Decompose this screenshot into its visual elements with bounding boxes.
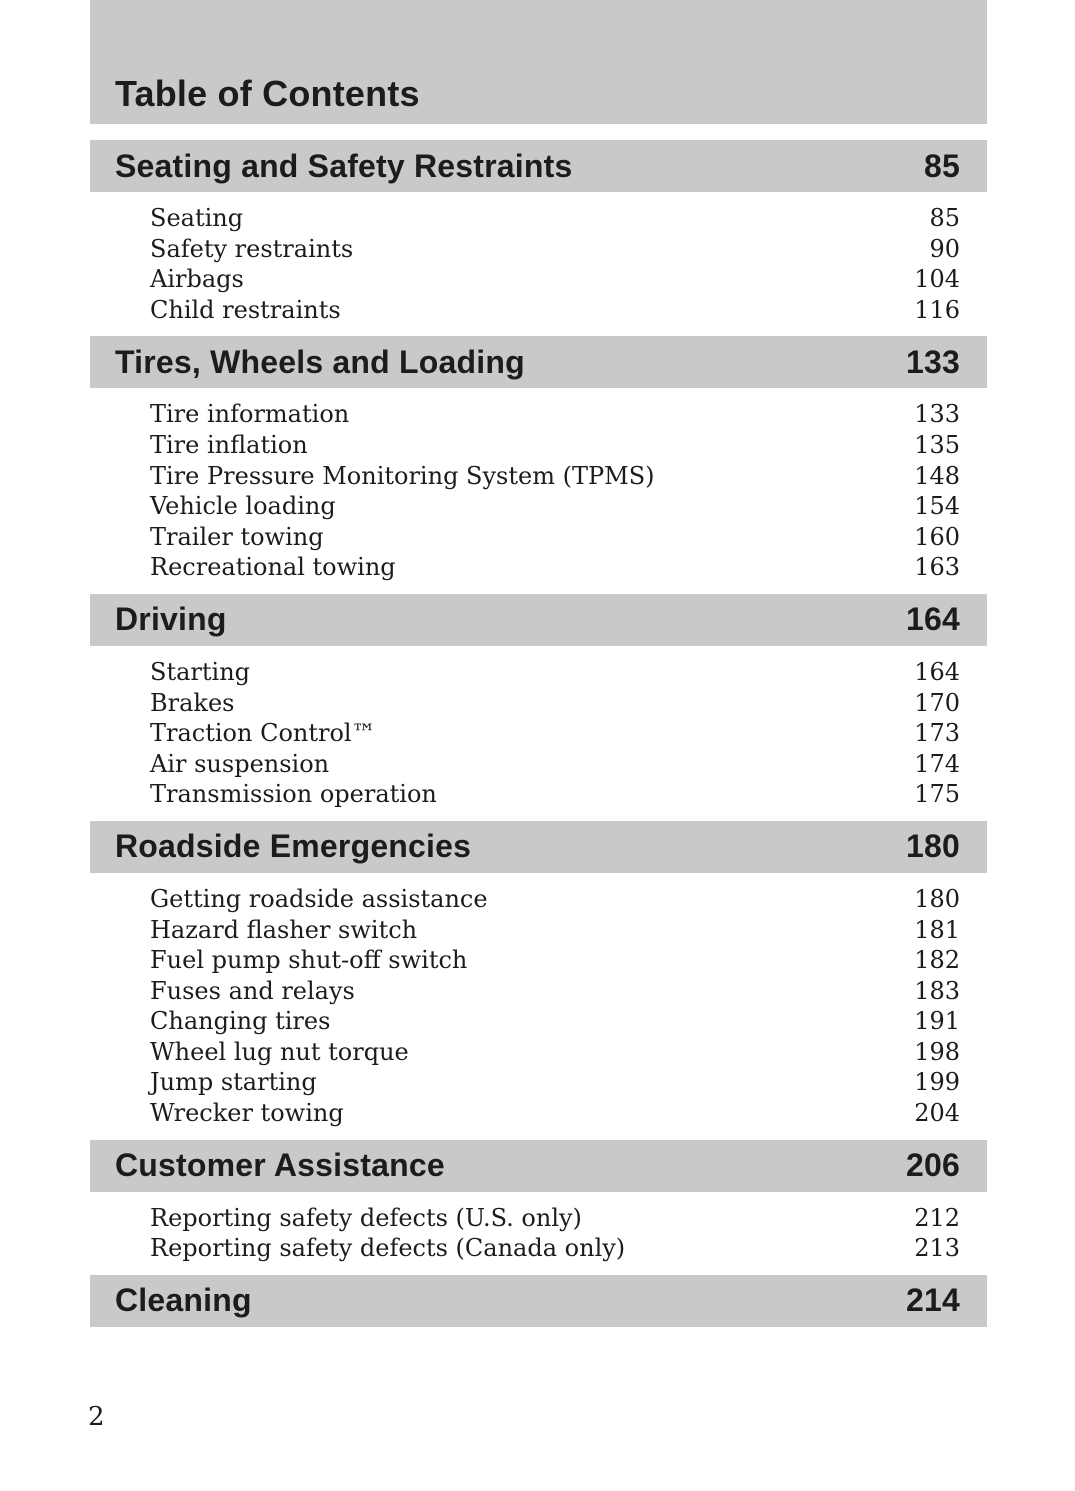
entry-page-number: 198 <box>914 1037 960 1066</box>
page-number: 2 <box>88 1401 105 1432</box>
entry-page-number: 199 <box>914 1068 960 1097</box>
entry-page-number: 204 <box>914 1099 960 1128</box>
entry-label: Changing tires <box>150 1007 331 1036</box>
entry-page-number: 180 <box>914 884 960 913</box>
entry-label: Reporting safety defects (Canada only) <box>150 1234 626 1263</box>
entry-label: Vehicle loading <box>150 492 336 521</box>
entry-label: Air suspension <box>150 749 330 778</box>
section-entries <box>90 646 987 821</box>
toc-section <box>90 1275 987 1327</box>
entry-page-number: 163 <box>914 553 960 582</box>
toc-entry <box>150 203 960 234</box>
section-header-bar <box>90 594 987 646</box>
entry-label: Tire inflation <box>150 430 308 459</box>
page-title: Table of Contents <box>115 73 420 115</box>
toc-section <box>90 336 987 594</box>
toc-page-content <box>90 0 987 1327</box>
toc-entry <box>150 522 960 553</box>
section-title: Roadside Emergencies <box>115 828 472 865</box>
toc-entry <box>150 1098 960 1129</box>
page-footer <box>88 1402 1075 1432</box>
entry-page-number: 213 <box>914 1234 960 1263</box>
entry-label: Wheel lug nut torque <box>150 1037 409 1066</box>
entry-label: Airbags <box>150 265 244 294</box>
toc-entry <box>150 718 960 749</box>
toc-entry <box>150 234 960 265</box>
entry-label: Jump starting <box>150 1068 317 1097</box>
toc-section <box>90 140 987 336</box>
entry-label: Trailer towing <box>150 522 324 551</box>
section-entries <box>90 192 987 336</box>
section-page-number: 206 <box>906 1147 960 1184</box>
entry-page-number: 90 <box>929 234 960 263</box>
section-page-number: 180 <box>906 828 960 865</box>
toc-entry <box>150 915 960 946</box>
toc-entry <box>150 779 960 810</box>
entry-page-number: 85 <box>929 204 960 232</box>
toc-entry <box>150 657 960 688</box>
toc-entry <box>150 461 960 492</box>
toc-entry <box>150 1067 960 1098</box>
section-title: Seating and Safety Restraints <box>115 147 573 184</box>
toc-entry <box>150 749 960 780</box>
entry-page-number: 212 <box>914 1203 960 1232</box>
toc-entry <box>150 491 960 522</box>
section-page-number: 85 <box>924 147 960 184</box>
entry-page-number: 170 <box>914 688 960 717</box>
entry-page-number: 182 <box>914 946 960 975</box>
section-page-number: 164 <box>906 601 960 638</box>
toc-entry <box>150 295 960 326</box>
section-page-number: 133 <box>906 343 960 380</box>
entry-page-number: 116 <box>914 295 960 324</box>
toc-section <box>90 1140 987 1275</box>
entry-page-number: 173 <box>914 719 960 748</box>
entry-label: Starting <box>150 657 251 686</box>
entry-label: Tire information <box>150 400 350 429</box>
toc-entry <box>150 1006 960 1037</box>
entry-label: Tire Pressure Monitoring System (TPMS) <box>150 461 655 490</box>
toc-entry <box>150 1203 960 1234</box>
entry-page-number: 133 <box>914 400 960 429</box>
entry-page-number: 181 <box>914 915 960 944</box>
section-header-bar <box>90 140 987 192</box>
toc-entry <box>150 430 960 461</box>
section-header-bar <box>90 336 987 388</box>
entry-page-number: 104 <box>914 265 960 294</box>
section-title: Tires, Wheels and Loading <box>115 343 525 380</box>
entry-label: Brakes <box>150 688 235 717</box>
entry-label: Hazard flasher switch <box>150 915 418 944</box>
toc-entry <box>150 552 960 583</box>
toc-header <box>90 0 987 124</box>
entry-page-number: 183 <box>914 976 960 1005</box>
toc-entry <box>150 884 960 915</box>
toc-entry <box>150 399 960 430</box>
entry-page-number: 154 <box>914 492 960 521</box>
section-page-number: 214 <box>906 1282 960 1319</box>
toc-entry <box>150 945 960 976</box>
toc-section <box>90 594 987 821</box>
entry-page-number: 175 <box>914 780 960 809</box>
entry-page-number: 160 <box>914 522 960 551</box>
entry-page-number: 191 <box>914 1007 960 1036</box>
entry-label: Safety restraints <box>150 234 354 263</box>
entry-page-number: 164 <box>914 657 960 686</box>
section-title: Customer Assistance <box>115 1147 445 1184</box>
entry-page-number: 135 <box>914 430 960 459</box>
toc-entry <box>150 688 960 719</box>
section-header-bar <box>90 1140 987 1192</box>
section-entries <box>90 1192 987 1275</box>
entry-label: Transmission operation <box>150 780 437 809</box>
entry-page-number: 174 <box>914 749 960 778</box>
section-header-bar <box>90 1275 987 1327</box>
section-entries <box>90 388 987 594</box>
section-title: Driving <box>115 601 227 638</box>
toc-entry <box>150 976 960 1007</box>
entry-label: Seating <box>150 204 244 232</box>
entry-label: Traction Control™ <box>150 719 376 748</box>
entry-label: Recreational towing <box>150 553 396 582</box>
section-entries <box>90 873 987 1140</box>
entry-label: Fuses and relays <box>150 976 355 1005</box>
entry-label: Child restraints <box>150 295 341 324</box>
entry-label: Getting roadside assistance <box>150 884 488 913</box>
section-header-bar <box>90 821 987 873</box>
entry-label: Wrecker towing <box>150 1099 344 1128</box>
entry-label: Reporting safety defects (U.S. only) <box>150 1203 582 1232</box>
toc-section <box>90 821 987 1140</box>
toc-sections <box>90 140 987 1327</box>
toc-entry <box>150 1233 960 1264</box>
entry-page-number: 148 <box>914 461 960 490</box>
section-title: Cleaning <box>115 1282 252 1319</box>
toc-entry <box>150 264 960 295</box>
entry-label: Fuel pump shut-off switch <box>150 946 468 975</box>
toc-entry <box>150 1037 960 1068</box>
